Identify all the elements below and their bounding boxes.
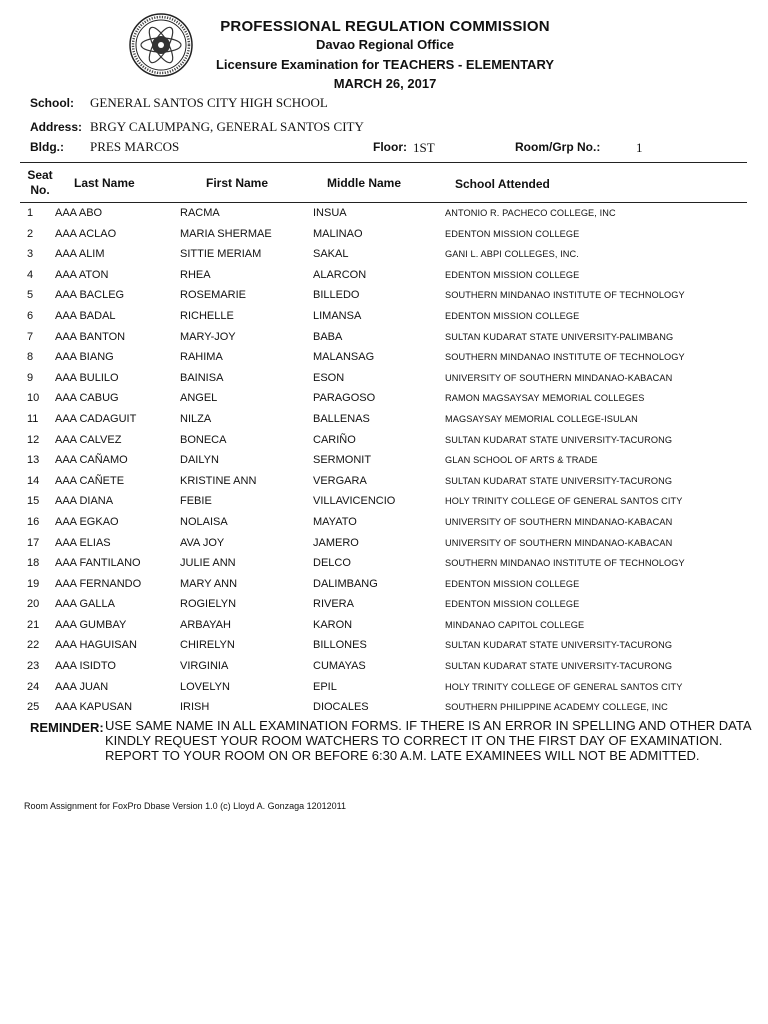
first-name: RACMA <box>180 207 220 219</box>
bldg-label: Bldg.: <box>30 140 64 154</box>
first-name: ARBAYAH <box>180 618 231 631</box>
table-row <box>0 699 768 720</box>
school-attended: EDENTON MISSION COLLEGE <box>445 269 580 280</box>
first-name: FEBIE <box>180 495 212 508</box>
school-attended: EDENTON MISSION COLLEGE <box>445 228 580 239</box>
bldg-value-wrap <box>90 139 179 155</box>
school-attended: EDENTON MISSION COLLEGE <box>445 310 580 321</box>
last-name: AAA KAPUSAN <box>55 701 133 714</box>
middle-name: DALIMBANG <box>313 577 378 590</box>
seat-number: 24 <box>27 680 40 693</box>
school-attended: UNIVERSITY OF SOUTHERN MINDANAO-KABACAN <box>445 516 673 527</box>
middle-name: VERGARA <box>313 474 367 487</box>
school-attended: SULTAN KUDARAT STATE UNIVERSITY-PALIMBANG <box>445 331 674 342</box>
seat-number: 21 <box>27 618 40 631</box>
table-row <box>0 432 768 453</box>
seat-number: 19 <box>27 577 40 590</box>
floor-value: 1ST <box>413 140 435 155</box>
school-attended: GLAN SCHOOL OF ARTS & TRADE <box>445 455 598 466</box>
first-name: RAHIMA <box>180 351 223 364</box>
last-name: AAA ALIM <box>55 248 105 261</box>
middle-name: BILLEDO <box>313 289 360 302</box>
table-row <box>0 267 768 288</box>
seat-number: 23 <box>27 660 40 673</box>
middle-name: KARON <box>313 618 353 631</box>
school-attended: HOLY TRINITY COLLEGE OF GENERAL SANTOS CITY <box>445 496 683 507</box>
examinee-list <box>0 205 768 720</box>
seat-number: 13 <box>27 454 40 467</box>
bldg-info <box>30 140 64 154</box>
first-name: ROSEMARIE <box>180 289 247 302</box>
table-row <box>0 349 768 370</box>
table-row <box>0 658 768 679</box>
first-name: RHEA <box>180 268 211 281</box>
school-attended: UNIVERSITY OF SOUTHERN MINDANAO-KABACAN <box>445 372 673 383</box>
last-name: AAA HAGUISAN <box>55 639 137 652</box>
room-value: 1 <box>636 140 643 155</box>
table-row <box>0 205 768 226</box>
school-attended: SULTAN KUDARAT STATE UNIVERSITY-TACURONG <box>445 434 673 445</box>
last-name: AAA BULILO <box>55 371 119 384</box>
address-value-wrap <box>90 119 364 135</box>
table-row <box>0 390 768 411</box>
table-header-rule <box>20 202 747 203</box>
table-row <box>0 246 768 267</box>
school-attended: RAMON MAGSAYSAY MEMORIAL COLLEGES <box>445 393 645 404</box>
school-attended: UNIVERSITY OF SOUTHERN MINDANAO-KABACAN <box>445 537 673 548</box>
seat-number: 1 <box>27 207 34 219</box>
middle-name: BILLONES <box>313 639 367 652</box>
prc-seal-logo <box>128 12 194 78</box>
first-name: KRISTINE ANN <box>180 474 257 487</box>
first-name: ROGIELYN <box>180 598 237 611</box>
last-name: AAA ATON <box>55 268 109 281</box>
address-info <box>30 120 82 134</box>
middle-name: EPIL <box>313 680 337 693</box>
middle-name: CUMAYAS <box>313 660 366 673</box>
seat-number: 10 <box>27 392 40 405</box>
first-name: IRISH <box>180 701 210 714</box>
address-value: BRGY CALUMPANG, GENERAL SANTOS CITY <box>90 119 364 134</box>
first-name: CHIRELYN <box>180 639 235 652</box>
school-attended: SULTAN KUDARAT STATE UNIVERSITY-TACURONG <box>445 640 673 651</box>
school-info <box>30 96 74 110</box>
table-row <box>0 617 768 638</box>
table-row <box>0 308 768 329</box>
first-name: NILZA <box>180 412 212 425</box>
middle-name: INSUA <box>313 207 347 219</box>
school-value-wrap <box>90 95 328 111</box>
last-name: AAA DIANA <box>55 495 114 508</box>
seat-header-line2: No. <box>30 183 50 197</box>
school-attended: SOUTHERN MINDANAO INSTITUTE OF TECHNOLOGY <box>445 290 685 301</box>
header-date: MARCH 26, 2017 <box>333 76 437 91</box>
header-exam: Licensure Examination for TEACHERS - ELEMENTARY <box>215 57 555 72</box>
floor-value-wrap <box>413 140 435 156</box>
middle-name: CARIÑO <box>313 433 356 446</box>
school-attended: ANTONIO R. PACHECO COLLEGE, INC <box>445 208 616 218</box>
middle-name: LIMANSA <box>313 309 362 322</box>
first-name: LOVELYN <box>180 680 230 693</box>
school-attended: SOUTHERN MINDANAO INSTITUTE OF TECHNOLOGY <box>445 558 685 569</box>
table-row <box>0 514 768 535</box>
middle-name: MAYATO <box>313 515 357 528</box>
seat-number: 17 <box>27 536 40 549</box>
seat-number: 16 <box>27 515 40 528</box>
table-row <box>0 473 768 494</box>
first-name: RICHELLE <box>180 309 234 322</box>
first-name: BONECA <box>180 433 227 446</box>
header-office: Davao Regional Office <box>316 37 454 52</box>
table-row <box>0 370 768 391</box>
column-header-school: School Attended <box>455 177 550 191</box>
last-name: AAA CALVEZ <box>55 433 122 446</box>
school-attended: MINDANAO CAPITOL COLLEGE <box>445 619 585 630</box>
first-name: MARY-JOY <box>180 330 236 343</box>
room-info <box>515 140 600 154</box>
first-name: ANGEL <box>180 392 218 405</box>
last-name: AAA ELIAS <box>55 536 111 549</box>
seat-number: 14 <box>27 474 40 487</box>
table-row <box>0 535 768 556</box>
middle-name: DIOCALES <box>313 701 369 714</box>
school-attended: SULTAN KUDARAT STATE UNIVERSITY-TACURONG <box>445 475 673 486</box>
address-label: Address: <box>30 120 83 134</box>
middle-name: MALINAO <box>313 227 363 240</box>
middle-name: VILLAVICENCIO <box>313 495 396 508</box>
column-header-middle-name: Middle Name <box>327 176 402 190</box>
last-name: AAA EGKAO <box>55 515 119 528</box>
seat-number: 6 <box>27 309 34 322</box>
first-name: JULIE ANN <box>180 557 236 570</box>
middle-name: BALLENAS <box>313 412 370 425</box>
table-row <box>0 637 768 658</box>
school-attended: HOLY TRINITY COLLEGE OF GENERAL SANTOS CITY <box>445 681 683 692</box>
seat-number: 25 <box>27 701 40 714</box>
seat-number: 22 <box>27 639 40 652</box>
table-row <box>0 226 768 247</box>
last-name: AAA GALLA <box>55 598 115 611</box>
last-name: AAA BANTON <box>55 330 126 343</box>
floor-info <box>373 140 407 154</box>
last-name: AAA ISIDTO <box>55 660 116 673</box>
middle-name: BABA <box>313 330 343 343</box>
first-name: MARIA SHERMAE <box>180 227 272 240</box>
first-name: NOLAISA <box>180 515 228 528</box>
school-attended: EDENTON MISSION COLLEGE <box>445 578 580 589</box>
reminder-text: USE SAME NAME IN ALL EXAMINATION FORMS. IF THERE IS AN ERROR IN SPELLING AND OTHER DATA KINDLY REQUEST YOUR ROOM WATCHERS TO CORRECT IT ON THE FIRST DAY OF EXAMINATION. REPORT TO YOUR ROOM ON OR BEFORE 6:30 A.M. LATE EXAMINEES WILL NOT BE ADMITTED. <box>105 718 751 763</box>
middle-name: DELCO <box>313 557 351 570</box>
last-name: AAA CADAGUIT <box>55 412 137 425</box>
school-attended: SOUTHERN PHILIPPINE ACADEMY COLLEGE, INC <box>445 702 668 713</box>
room-value-wrap <box>636 140 643 156</box>
seat-number: 11 <box>27 412 39 425</box>
table-row <box>0 576 768 597</box>
seat-number: 4 <box>27 268 34 281</box>
bldg-value: PRES MARCOS <box>90 139 180 154</box>
last-name: AAA ABO <box>55 207 103 219</box>
school-attended: SULTAN KUDARAT STATE UNIVERSITY-TACURONG <box>445 661 673 672</box>
table-row <box>0 411 768 432</box>
last-name: AAA FERNANDO <box>55 577 142 590</box>
seat-number: 2 <box>27 227 34 240</box>
first-name: AVA JOY <box>180 536 225 549</box>
last-name: AAA ACLAO <box>55 227 117 240</box>
school-attended: EDENTON MISSION COLLEGE <box>445 599 580 610</box>
last-name: AAA FANTILANO <box>55 557 141 570</box>
school-value: GENERAL SANTOS CITY HIGH SCHOOL <box>90 95 328 110</box>
seat-number: 15 <box>27 495 40 508</box>
seat-number: 20 <box>27 598 40 611</box>
table-row <box>0 493 768 514</box>
seat-number: 12 <box>27 433 40 446</box>
middle-name: SERMONIT <box>313 454 372 467</box>
middle-name: ALARCON <box>313 268 367 281</box>
middle-name: SAKAL <box>313 248 349 261</box>
middle-name: ESON <box>313 371 345 384</box>
first-name: DAILYN <box>180 454 219 467</box>
first-name: SITTIE MERIAM <box>180 248 262 261</box>
last-name: AAA BADAL <box>55 309 116 322</box>
reminder-label: REMINDER: <box>30 720 104 735</box>
last-name: AAA BACLEG <box>55 289 125 302</box>
middle-name: RIVERA <box>313 598 354 611</box>
first-name: VIRGINIA <box>180 660 229 673</box>
middle-name: PARAGOSO <box>313 392 376 405</box>
seat-number: 9 <box>27 371 34 384</box>
column-header-seat <box>22 168 58 198</box>
table-row <box>0 329 768 350</box>
table-row <box>0 287 768 308</box>
header-title: PROFESSIONAL REGULATION COMMISSION <box>220 18 550 35</box>
school-label: School: <box>30 96 74 110</box>
middle-name: JAMERO <box>313 536 359 549</box>
last-name: AAA JUAN <box>55 680 109 693</box>
footer-credit: Room Assignment for FoxPro Dbase Version 1.0 (c) Lloyd A. Gonzaga 12012011 <box>24 801 347 811</box>
seat-number: 8 <box>27 351 34 364</box>
first-name: BAINISA <box>180 371 224 384</box>
school-attended: SOUTHERN MINDANAO INSTITUTE OF TECHNOLOGY <box>445 352 685 363</box>
column-header-last-name: Last Name <box>74 176 135 190</box>
table-row <box>0 555 768 576</box>
floor-label: Floor: <box>373 140 407 154</box>
table-row <box>0 679 768 700</box>
column-header-first-name: First Name <box>206 176 269 190</box>
last-name: AAA CAÑAMO <box>55 454 128 467</box>
seat-number: 7 <box>27 330 34 343</box>
first-name: MARY ANN <box>180 577 238 590</box>
middle-name: MALANSAG <box>313 351 375 364</box>
table-row <box>0 452 768 473</box>
last-name: AAA CAÑETE <box>55 474 125 487</box>
school-attended: MAGSAYSAY MEMORIAL COLLEGE-ISULAN <box>445 413 638 424</box>
school-attended: GANI L. ABPI COLLEGES, INC. <box>445 249 579 260</box>
last-name: AAA BIANG <box>55 351 114 364</box>
last-name: AAA GUMBAY <box>55 618 127 631</box>
seat-number: 5 <box>27 289 34 302</box>
seat-header-line1: Seat <box>27 168 53 182</box>
table-row <box>0 596 768 617</box>
room-label: Room/Grp No.: <box>515 140 601 154</box>
table-top-rule <box>20 162 747 163</box>
seat-number: 18 <box>27 557 40 570</box>
last-name: AAA CABUG <box>55 392 119 405</box>
seat-number: 3 <box>27 248 34 261</box>
